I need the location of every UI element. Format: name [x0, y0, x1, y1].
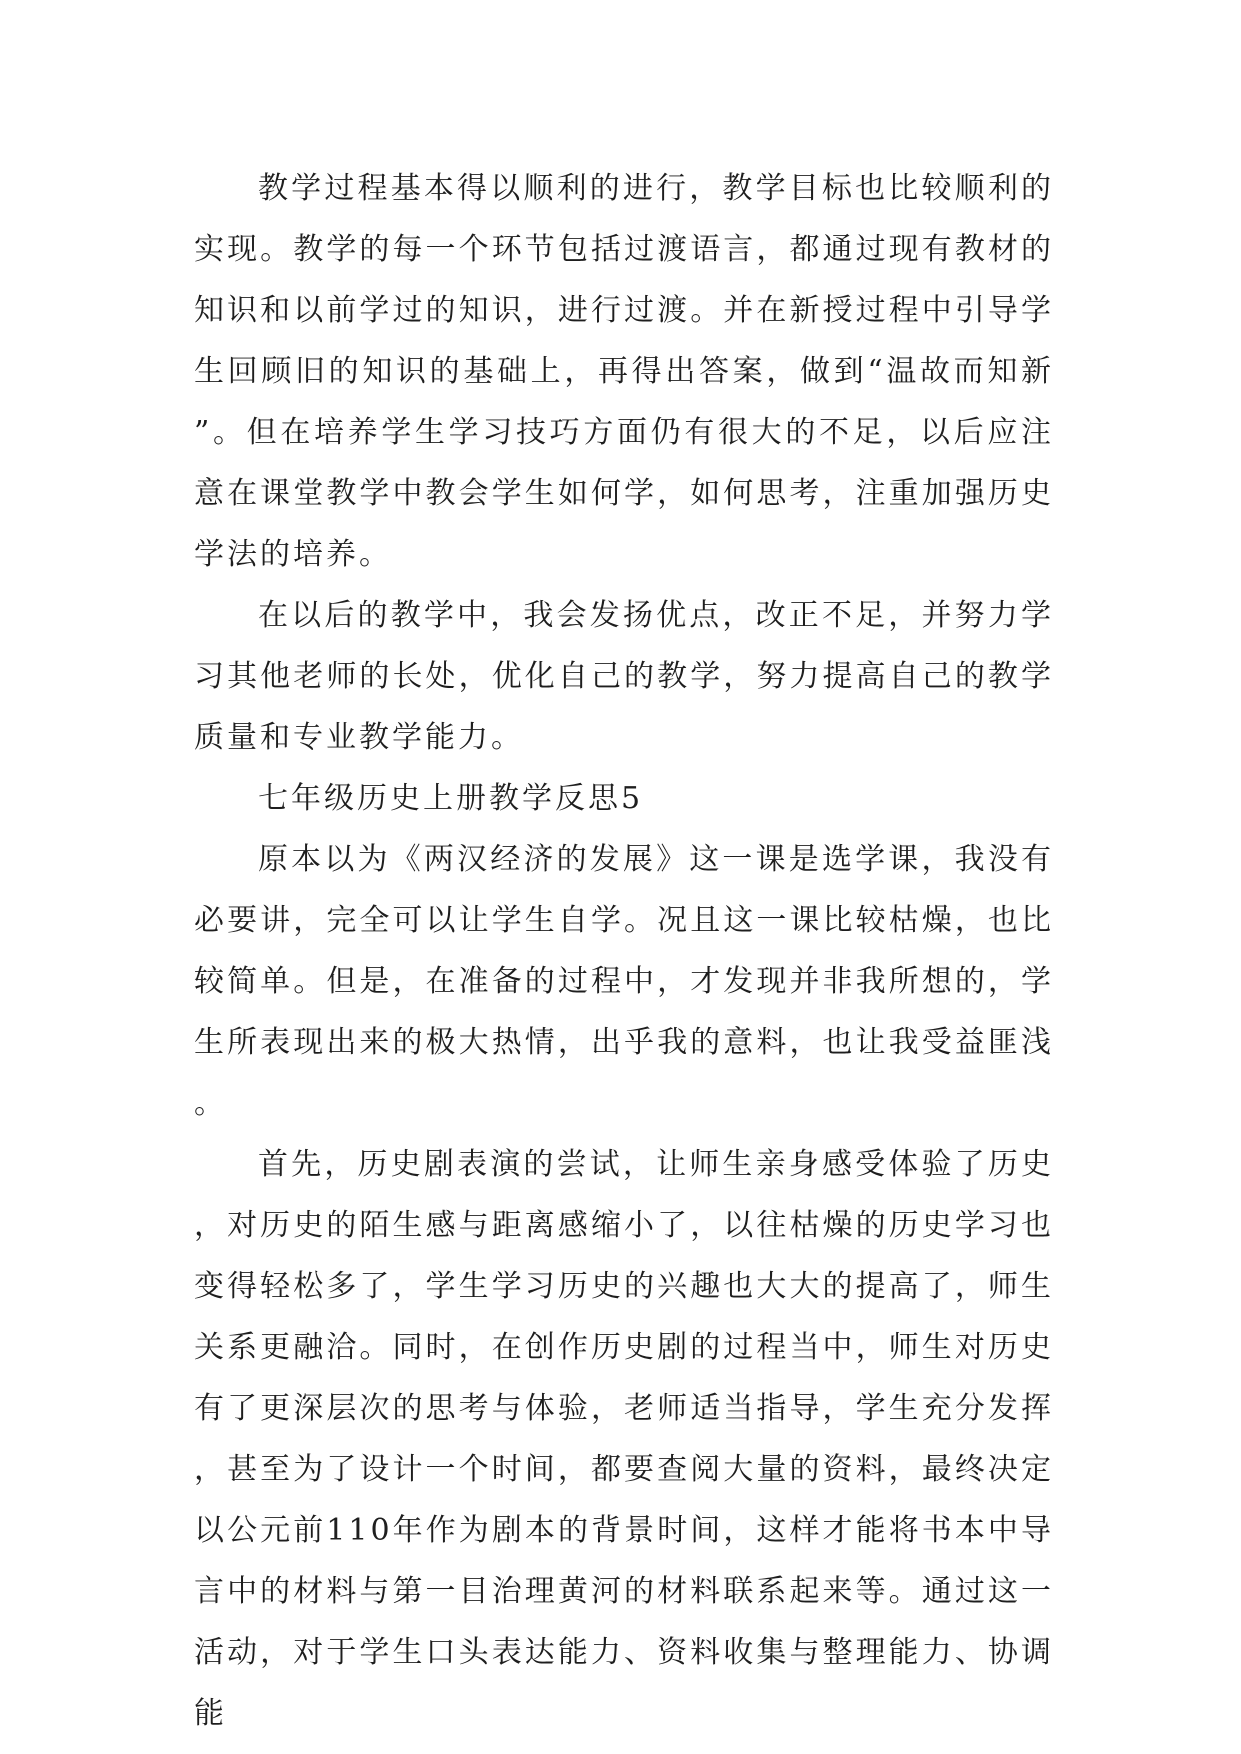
paragraph-history-drama: 首先，历史剧表演的尝试，让师生亲身感受体验了历史，对历史的陌生感与距离感缩小了，以往枯燥的历史学习也变得轻松多了，学生学习历史的兴趣也大大的提高了，师生关系更融洽。同时，在创作历史剧的过程当中，师生对历史有了更深层次的思考与体验，老师适当指导，学生充分发挥，甚至为了设计一个时间，都要查阅大量的资料，最终决定以公元前110年作为剧本的背景时间，这样才能将书本中导言中的材料与第一目治理黄河的材料联系起来等。通过这一活动，对于学生口头表达能力、资料收集与整理能力、协调能: [194, 1147, 1054, 1731]
paragraph-teaching-process: 教学过程基本得以顺利的进行，教学目标也比较顺利的实现。教学的每一个环节包括过渡语言，都通过现有教材的知识和以前学过的知识，进行过渡。并在新授过程中引导学生回顾旧的知识的基础上，再得出答案，做到“温故而知新”。但在培养学生学习技巧方面仍有很大的不足，以后应注意在课堂教学中教会学生如何学，如何思考，注重加强历史学法的培养。: [194, 171, 1054, 572]
paragraph-han-economy-intro: 原本以为《两汉经济的发展》这一课是选学课，我没有必要讲，完全可以让学生自学。况且这一课比较枯燥，也比较简单。但是，在准备的过程中，才发现并非我所想的，学生所表现出来的极大热情，出乎我的意料，也让我受益匪浅。: [194, 842, 1054, 1121]
document-body: [194, 158, 1054, 1744]
section-heading: 七年级历史上册教学反思5: [258, 781, 644, 816]
paragraph-future-teaching: 在以后的教学中，我会发扬优点，改正不足，并努力学习其他老师的长处，优化自己的教学，努力提高自己的教学质量和专业教学能力。: [194, 598, 1054, 755]
